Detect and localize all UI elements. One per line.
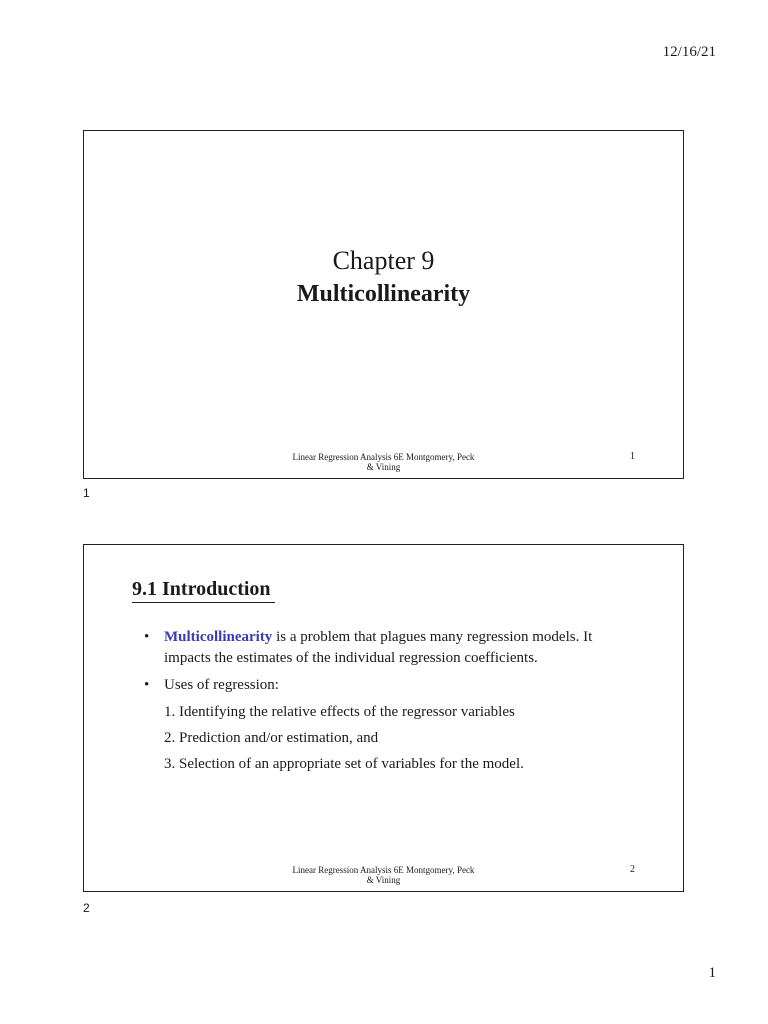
print-date: 12/16/21 [662, 44, 716, 60]
bullet-text: Uses of regression: [164, 677, 279, 693]
bullet-dot-icon: • [144, 677, 150, 693]
footer-line-2: & Vining [366, 462, 401, 472]
slide-footer [84, 865, 683, 885]
bullet-dot-icon: • [144, 629, 150, 645]
slide-footer-number: 1 [630, 451, 635, 462]
slide-1 [83, 130, 684, 479]
numbered-item: 1. Identifying the relative effects of the regressor variables [164, 704, 515, 720]
section-heading: 9.1 Introduction [132, 578, 275, 603]
slide-index-1: 1 [83, 486, 90, 500]
chapter-title: Chapter 9 [332, 246, 435, 275]
footer-line-1: Linear Regression Analysis 6E Montgomery, Peck [292, 865, 475, 875]
bullet-item [142, 627, 612, 669]
numbered-item: 2. Prediction and/or estimation, and [164, 730, 379, 746]
bullet-text: is a problem that plagues many regression models. It impacts the estimates of the individual regression coefficients. [164, 629, 593, 666]
page-number: 1 [708, 965, 716, 981]
slide-index-2: 2 [83, 901, 90, 915]
slide-footer-number: 2 [630, 864, 635, 875]
chapter-subtitle: Multicollinearity [296, 281, 471, 307]
footer-line-2: & Vining [366, 875, 401, 885]
footer-line-1: Linear Regression Analysis 6E Montgomery, Peck [292, 452, 475, 462]
numbered-item: 3. Selection of an appropriate set of variables for the model. [164, 756, 524, 772]
highlight-term: Multicollinearity [164, 629, 273, 645]
bullet-item [142, 675, 612, 696]
slide-footer [84, 452, 683, 472]
slide-content [142, 627, 612, 780]
slide-2 [83, 544, 684, 892]
